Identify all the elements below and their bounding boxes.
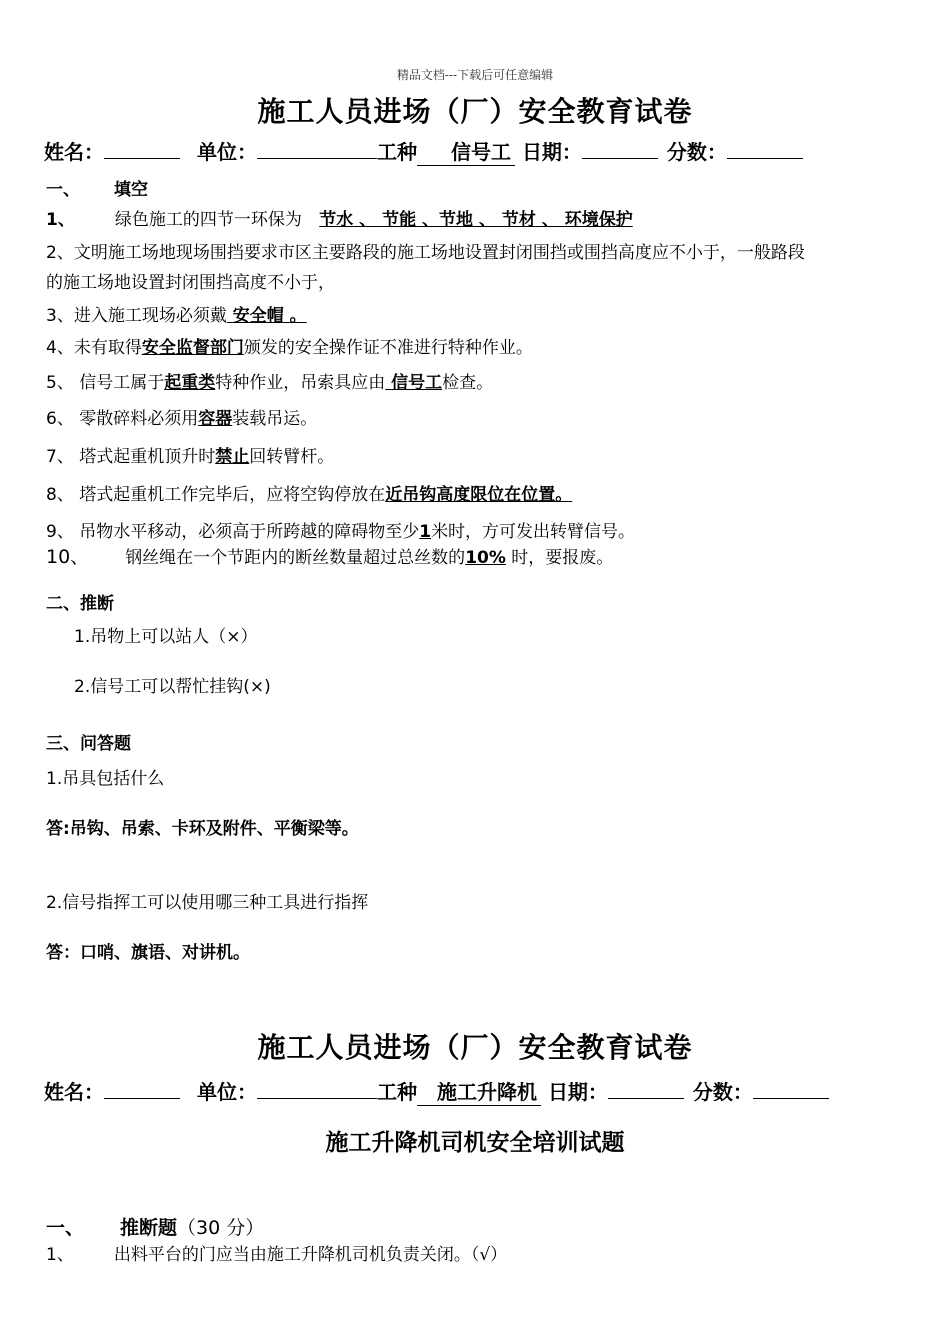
date-label: 日期： [547,1080,608,1104]
date-label: 日期： [521,140,582,164]
question-2-line1: 2、文明施工场地现场围挡要求市区主要路段的施工场地设置封闭围挡或围挡高度应不小于，一般路段 [46,243,805,263]
question-9: 9、 吊物水平移动，必须高于所跨越的障碍物至少1米时，方可发出转臂信号。 [46,522,636,542]
exam-subtitle: 施工升降机司机安全培训试题 [325,1130,625,1156]
qa-answer-1: 答:吊钩、吊索、卡环及附件、平衡梁等。 [46,819,359,839]
section-judge-heading-2: 一、 推断题（30 分） [46,1217,265,1239]
answer: 节水 、 节能 、节地 、 节材 、 环境保护 [319,210,633,230]
question-4: 4、未有取得安全监督部门颁发的安全操作证不准进行特种作业。 [46,338,533,358]
section-fill-heading: 一、 填空 [46,180,148,200]
question-1: 1、 绿色施工的四节一环保为 节水 、 节能 、节地 、 节材 、 环境保护 [46,210,633,230]
name-label: 姓名： [44,1080,104,1104]
date-blank[interactable] [582,138,658,159]
type-label: 工种 [376,1080,417,1104]
question-5: 5、 信号工属于起重类特种作业，吊索具应由 信号工检查。 [46,373,494,393]
section-judge-heading: 二、推断 [46,594,114,614]
question-8: 8、 塔式起重机工作完毕后，应将空钩停放在近吊钩高度限位在位置。 [46,485,573,505]
name-blank[interactable] [104,1078,180,1099]
question-10: 10、 钢丝绳在一个节距内的断丝数量超过总丝数的10% 时，要报废。 [46,546,614,568]
question-6: 6、 零散碎料必须用容器装载吊运。 [46,409,318,429]
qa-question-1: 1.吊具包括什么 [46,769,165,789]
answer: 起重类 [164,373,216,393]
qa-question-2: 2.信号指挥工可以使用哪三种工具进行指挥 [46,893,369,913]
exam-title-2: 施工人员进场（厂）安全教育试卷 [257,1031,693,1064]
score-blank[interactable] [727,138,803,159]
exam-info-row [44,136,803,166]
section-qa-heading: 三、问答题 [46,734,131,754]
answer: 信号工 [391,373,443,393]
judge-item-1: 1.吊物上可以站人（×） [74,627,258,647]
score-label: 分数： [692,1080,753,1104]
type-value: 信号工 [417,136,515,166]
answer: 禁止 [215,447,250,467]
unit-blank[interactable] [257,138,377,159]
name-blank[interactable] [104,138,180,159]
answer: 1 [419,522,432,542]
exam-title: 施工人员进场（厂）安全教育试卷 [257,95,693,128]
name-label: 姓名： [44,140,104,164]
score-blank[interactable] [753,1078,829,1099]
exam-info-row-2 [44,1076,829,1106]
type-label: 工种 [376,140,417,164]
question-3: 3、进入施工现场必须戴 安全帽 。 [46,306,307,326]
judge-question-1: 1、 出料平台的门应当由施工升降机司机负责关闭。（√） [46,1245,508,1265]
judge-item-2: 2.信号工可以帮忙挂钩(×) [74,677,271,697]
question-7: 7、 塔式起重机顶升时禁止回转臂杆。 [46,447,335,467]
date-blank[interactable] [608,1078,684,1099]
answer: 安全监督部门 [141,338,244,358]
answer: 安全帽 。 [232,306,307,326]
score-label: 分数： [666,140,727,164]
unit-label: 单位： [196,140,257,164]
answer: 近吊钩高度限位在位置。 [385,485,573,505]
answer: 容器 [198,409,233,429]
header-note: 精品文档---下载后可任意编辑 [396,68,554,82]
answer: 10% [465,548,506,568]
unit-blank[interactable] [257,1078,377,1099]
qa-answer-2: 答：口哨、旗语、对讲机。 [46,943,250,963]
unit-label: 单位： [196,1080,257,1104]
question-2-line2: 的施工场地设置封闭围挡高度不小于， [46,273,335,293]
type-value: 施工升降机 [417,1076,541,1106]
